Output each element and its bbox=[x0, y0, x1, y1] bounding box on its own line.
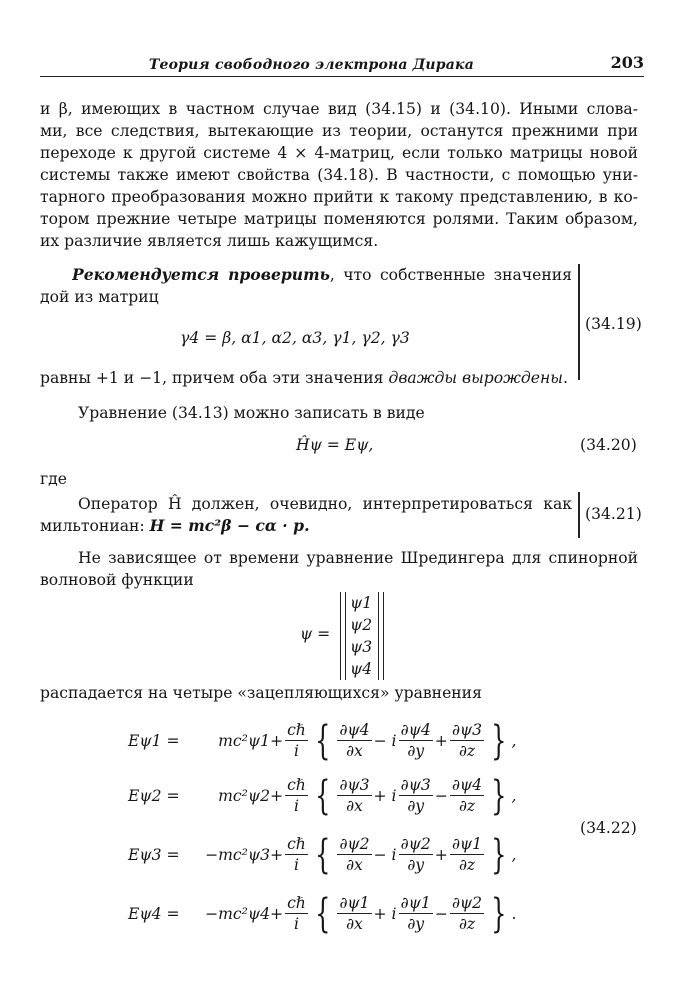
derivative-x-den: ∂x bbox=[345, 742, 363, 760]
prefactor-den: i bbox=[293, 742, 299, 760]
spinor-components bbox=[350, 592, 372, 680]
derivative-z bbox=[450, 893, 484, 934]
derivative-x-num: ∂ψ3 bbox=[339, 776, 370, 794]
prefactor bbox=[285, 893, 308, 934]
exercise-line-3-start: равны +1 и −1, причем оба эти значения bbox=[40, 369, 389, 387]
prefactor-num: cℏ bbox=[287, 721, 306, 739]
schrodinger-line-3-wrap bbox=[40, 682, 638, 704]
row-end: , bbox=[511, 845, 517, 864]
text-line: и β, имеющих в частном случае вид (34.15) и (34.10). Иными слова- bbox=[40, 100, 638, 118]
derivative-x-den: ∂x bbox=[345, 797, 363, 815]
exercise-line-2-wrap bbox=[40, 286, 580, 308]
derivative-x bbox=[337, 893, 371, 934]
spinor-component: ψ2 bbox=[350, 616, 373, 634]
derivative-x-num: ∂ψ2 bbox=[339, 835, 370, 853]
mass-term: −mc²ψ4 bbox=[205, 904, 270, 923]
equation-row bbox=[128, 772, 517, 819]
derivative-z bbox=[450, 775, 484, 816]
equation-row bbox=[128, 831, 517, 878]
row-end: , bbox=[511, 786, 517, 805]
schrodinger-line-2: волновой функции bbox=[40, 571, 194, 589]
derivative-x-num: ∂ψ4 bbox=[339, 721, 370, 739]
derivative-x bbox=[337, 775, 371, 816]
operator: − bbox=[434, 786, 448, 805]
equation-lhs: Eψ1 = bbox=[128, 731, 180, 750]
derivative-z-num: ∂ψ3 bbox=[451, 721, 483, 739]
spinor-component: ψ1 bbox=[350, 594, 373, 612]
derivative-y-num: ∂ψ1 bbox=[400, 894, 431, 912]
exercise-line-3-emph: дважды вырождены bbox=[388, 369, 563, 387]
prefactor-num: cℏ bbox=[287, 894, 306, 912]
exercise-block bbox=[72, 264, 572, 286]
running-title: Теория свободного электрона Дирака bbox=[148, 57, 474, 73]
left-brace: { bbox=[314, 890, 331, 937]
derivative-z-num: ∂ψ1 bbox=[451, 835, 483, 853]
psi-lhs: ψ = bbox=[300, 625, 331, 643]
row-end: , bbox=[511, 731, 517, 750]
eq20-formula: Ĥψ = Eψ, bbox=[296, 436, 374, 454]
operator: + i bbox=[373, 786, 397, 805]
eq-number-34-20: (34.20) bbox=[580, 436, 637, 454]
eq-number-34-21: (34.21) bbox=[585, 505, 642, 523]
derivative-z-num: ∂ψ4 bbox=[451, 776, 483, 794]
box-rule-2 bbox=[578, 492, 580, 538]
exercise-line-1-rest: , что собственные значения bbox=[329, 266, 572, 284]
hamiltonian-formula: H = mc²β − cα · p. bbox=[149, 516, 310, 535]
derivative-x-den: ∂x bbox=[345, 856, 363, 874]
box-rule bbox=[578, 264, 580, 380]
exercise-line-3 bbox=[40, 367, 580, 389]
schrodinger-line-1-wrap bbox=[78, 547, 638, 569]
derivative-x-den: ∂x bbox=[345, 915, 363, 933]
derivative-z-den: ∂z bbox=[458, 856, 476, 874]
page-number: 203 bbox=[610, 53, 644, 72]
text-line: тором прежние четыре матрицы поменяются ролями. Таким образом, bbox=[40, 210, 638, 228]
operator: − i bbox=[373, 731, 397, 750]
prefactor-num: cℏ bbox=[287, 776, 306, 794]
exercise-line-3-end: . bbox=[562, 369, 568, 387]
operator: − bbox=[434, 904, 448, 923]
running-header bbox=[40, 50, 644, 77]
eq-number-34-22: (34.22) bbox=[580, 819, 637, 837]
spinor-component: ψ4 bbox=[350, 660, 373, 678]
derivative-z-num: ∂ψ2 bbox=[451, 894, 483, 912]
derivative-z-den: ∂z bbox=[458, 915, 476, 933]
derivative-x bbox=[337, 834, 371, 875]
text-line: их различие является лишь кажущимся. bbox=[40, 232, 379, 250]
prefactor bbox=[285, 720, 308, 761]
prefactor bbox=[285, 775, 308, 816]
derivative-y bbox=[399, 834, 433, 875]
exercise-line-2: дой из матриц bbox=[40, 288, 159, 306]
equation-row bbox=[128, 890, 517, 937]
hamiltonian-line-1-wrap bbox=[78, 493, 572, 515]
row-end: . bbox=[511, 904, 517, 923]
derivative-y-num: ∂ψ3 bbox=[400, 776, 431, 794]
hamiltonian-line-2 bbox=[40, 515, 570, 537]
spinor-column bbox=[340, 592, 384, 680]
left-brace: { bbox=[314, 717, 331, 764]
spinor-component: ψ3 bbox=[350, 638, 373, 656]
text-line: переходе к другой системе 4 × 4-матриц, если только матрицы новой bbox=[40, 144, 638, 162]
text-line: системы также имеют свойства (34.18). В частности, с помощью уни- bbox=[40, 166, 638, 184]
exercise-line-3-inner bbox=[40, 367, 580, 389]
prefactor-num: cℏ bbox=[287, 835, 306, 853]
derivative-y-den: ∂y bbox=[407, 742, 425, 760]
operator: + bbox=[434, 845, 448, 864]
derivative-x-num: ∂ψ1 bbox=[339, 894, 370, 912]
plus-sign: + bbox=[270, 786, 284, 805]
exercise-line-1 bbox=[72, 264, 572, 286]
hamiltonian-line-2-wrap bbox=[40, 515, 570, 537]
norm-bar-right bbox=[378, 592, 384, 680]
derivative-y-den: ∂y bbox=[407, 856, 425, 874]
eq20-intro-text: Уравнение (34.13) можно записать в виде bbox=[78, 404, 425, 422]
prefactor bbox=[285, 834, 308, 875]
prefactor-den: i bbox=[293, 856, 299, 874]
derivative-y bbox=[399, 893, 433, 934]
derivative-y-num: ∂ψ2 bbox=[400, 835, 431, 853]
hamiltonian-line-2-start: мильтониан: bbox=[40, 517, 150, 535]
derivative-y-num: ∂ψ4 bbox=[400, 721, 431, 739]
schrodinger-line-3: распадается на четыре «зацепляющихся» уравнения bbox=[40, 684, 482, 702]
text-line: ми, все следствия, вытекающие из теории, останутся прежними при bbox=[40, 122, 638, 140]
eq-number-34-19: (34.19) bbox=[585, 315, 642, 333]
norm-bar-left bbox=[340, 592, 346, 680]
right-brace: } bbox=[491, 890, 507, 937]
matrix-list-formula: γ4 = β, α1, α2, α3, γ1, γ2, γ3 bbox=[180, 329, 410, 347]
paragraph-1 bbox=[40, 98, 638, 252]
left-brace: { bbox=[314, 772, 331, 819]
derivative-z bbox=[450, 834, 484, 875]
schrodinger-line-1: Не зависящее от времени уравнение Шредингера для спинорной bbox=[78, 549, 638, 567]
derivative-y bbox=[399, 775, 433, 816]
derivative-x bbox=[337, 720, 371, 761]
text-line: тарного преобразования можно прийти к такому представлению, в ко- bbox=[40, 188, 638, 206]
derivative-z-den: ∂z bbox=[458, 797, 476, 815]
derivative-y bbox=[399, 720, 433, 761]
hamiltonian-line-1: Оператор Ĥ должен, очевидно, интерпретироваться как bbox=[78, 495, 572, 513]
operator: − i bbox=[373, 845, 397, 864]
operator: + bbox=[434, 731, 448, 750]
exercise-emphasis: Рекомендуется проверить bbox=[72, 265, 330, 284]
equation-lhs: Eψ3 = bbox=[128, 845, 180, 864]
eq20-after-text: где bbox=[40, 470, 67, 488]
prefactor-den: i bbox=[293, 797, 299, 815]
operator: + i bbox=[373, 904, 397, 923]
mass-term: mc²ψ1 bbox=[218, 731, 270, 750]
schrodinger-line-2-wrap bbox=[40, 569, 638, 591]
derivative-z-den: ∂z bbox=[458, 742, 476, 760]
derivative-y-den: ∂y bbox=[407, 915, 425, 933]
eq20-after bbox=[40, 468, 638, 490]
derivative-y-den: ∂y bbox=[407, 797, 425, 815]
prefactor-den: i bbox=[293, 915, 299, 933]
equation-lhs: Eψ2 = bbox=[128, 786, 180, 805]
plus-sign: + bbox=[270, 845, 284, 864]
eq20-intro bbox=[78, 402, 598, 424]
right-brace: } bbox=[491, 831, 507, 878]
right-brace: } bbox=[491, 717, 507, 764]
plus-sign: + bbox=[270, 731, 284, 750]
right-brace: } bbox=[491, 772, 507, 819]
mass-term: −mc²ψ3 bbox=[205, 845, 270, 864]
equation-lhs: Eψ4 = bbox=[128, 904, 180, 923]
equation-row bbox=[128, 717, 517, 764]
derivative-z bbox=[450, 720, 484, 761]
plus-sign: + bbox=[270, 904, 284, 923]
left-brace: { bbox=[314, 831, 331, 878]
mass-term: mc²ψ2 bbox=[218, 786, 270, 805]
